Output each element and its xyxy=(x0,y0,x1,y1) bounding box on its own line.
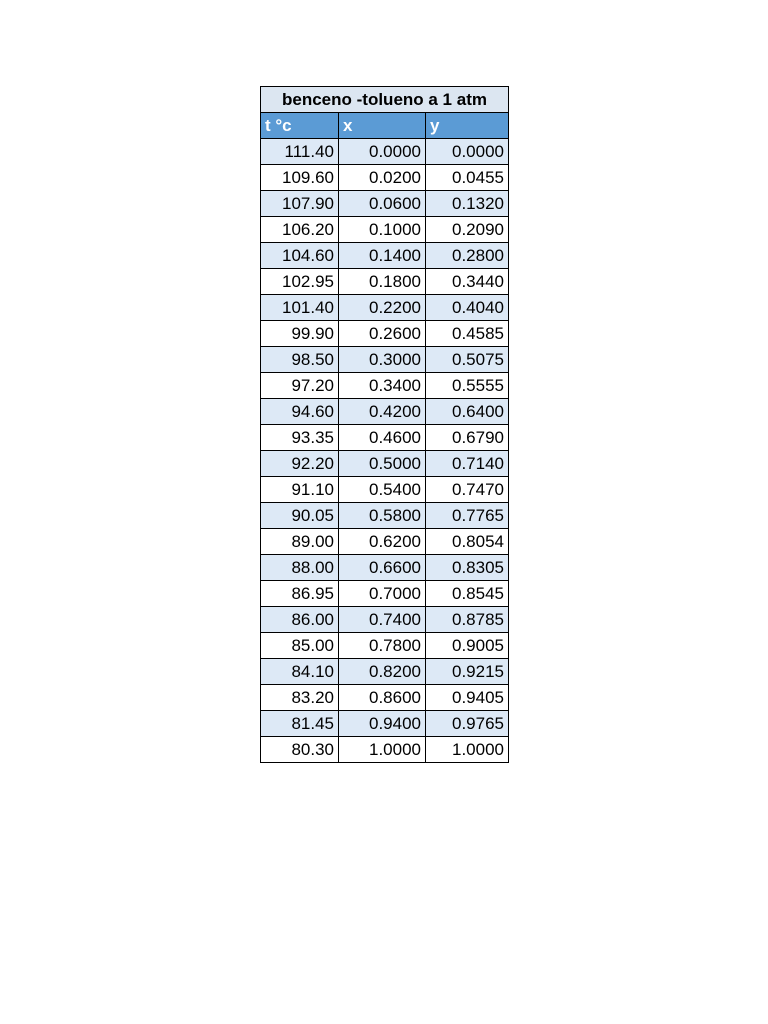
table-row xyxy=(261,555,509,581)
table-row xyxy=(261,477,509,503)
cell-temperature: 83.20 xyxy=(261,685,339,711)
cell-temperature: 85.00 xyxy=(261,633,339,659)
table-header-row xyxy=(261,113,509,139)
table-body xyxy=(261,139,509,763)
cell-y: 0.9405 xyxy=(426,685,509,711)
cell-y: 0.2090 xyxy=(426,217,509,243)
cell-temperature: 89.00 xyxy=(261,529,339,555)
column-header-x: x xyxy=(339,113,426,139)
cell-temperature: 92.20 xyxy=(261,451,339,477)
cell-temperature: 109.60 xyxy=(261,165,339,191)
cell-x: 0.1000 xyxy=(339,217,426,243)
cell-x: 0.7000 xyxy=(339,581,426,607)
cell-temperature: 97.20 xyxy=(261,373,339,399)
cell-temperature: 81.45 xyxy=(261,711,339,737)
cell-y: 0.5555 xyxy=(426,373,509,399)
table-row xyxy=(261,269,509,295)
cell-temperature: 91.10 xyxy=(261,477,339,503)
cell-temperature: 90.05 xyxy=(261,503,339,529)
cell-x: 0.5000 xyxy=(339,451,426,477)
cell-temperature: 101.40 xyxy=(261,295,339,321)
table-row xyxy=(261,503,509,529)
cell-x: 0.2200 xyxy=(339,295,426,321)
table-row xyxy=(261,165,509,191)
cell-temperature: 84.10 xyxy=(261,659,339,685)
table-row xyxy=(261,295,509,321)
cell-x: 0.3400 xyxy=(339,373,426,399)
cell-y: 1.0000 xyxy=(426,737,509,763)
table-row xyxy=(261,217,509,243)
cell-y: 0.3440 xyxy=(426,269,509,295)
table-row xyxy=(261,633,509,659)
cell-temperature: 80.30 xyxy=(261,737,339,763)
cell-temperature: 86.95 xyxy=(261,581,339,607)
vle-table xyxy=(260,86,509,763)
cell-x: 0.8200 xyxy=(339,659,426,685)
table-row xyxy=(261,191,509,217)
table-row xyxy=(261,243,509,269)
table-title-row xyxy=(261,87,509,113)
cell-y: 0.8785 xyxy=(426,607,509,633)
table-row xyxy=(261,685,509,711)
cell-y: 0.1320 xyxy=(426,191,509,217)
cell-temperature: 107.90 xyxy=(261,191,339,217)
cell-temperature: 99.90 xyxy=(261,321,339,347)
cell-temperature: 111.40 xyxy=(261,139,339,165)
table-row xyxy=(261,607,509,633)
cell-x: 0.0000 xyxy=(339,139,426,165)
cell-x: 0.5800 xyxy=(339,503,426,529)
cell-y: 0.7140 xyxy=(426,451,509,477)
cell-y: 0.2800 xyxy=(426,243,509,269)
cell-x: 0.0200 xyxy=(339,165,426,191)
cell-x: 0.4600 xyxy=(339,425,426,451)
cell-x: 0.5400 xyxy=(339,477,426,503)
cell-y: 0.9765 xyxy=(426,711,509,737)
table-title: benceno -tolueno a 1 atm xyxy=(261,87,509,113)
table-row xyxy=(261,425,509,451)
cell-y: 0.5075 xyxy=(426,347,509,373)
cell-x: 0.0600 xyxy=(339,191,426,217)
cell-x: 0.8600 xyxy=(339,685,426,711)
cell-y: 0.8545 xyxy=(426,581,509,607)
cell-x: 0.6200 xyxy=(339,529,426,555)
cell-temperature: 88.00 xyxy=(261,555,339,581)
cell-x: 0.6600 xyxy=(339,555,426,581)
cell-temperature: 94.60 xyxy=(261,399,339,425)
cell-y: 0.8305 xyxy=(426,555,509,581)
cell-y: 0.0455 xyxy=(426,165,509,191)
table-row xyxy=(261,581,509,607)
cell-y: 0.7470 xyxy=(426,477,509,503)
data-sheet xyxy=(260,86,508,763)
cell-temperature: 106.20 xyxy=(261,217,339,243)
column-header-temperature: t °c xyxy=(261,113,339,139)
cell-y: 0.4585 xyxy=(426,321,509,347)
cell-y: 0.9215 xyxy=(426,659,509,685)
cell-x: 0.7400 xyxy=(339,607,426,633)
cell-temperature: 98.50 xyxy=(261,347,339,373)
cell-temperature: 93.35 xyxy=(261,425,339,451)
table-row xyxy=(261,659,509,685)
table-row xyxy=(261,373,509,399)
cell-x: 0.1800 xyxy=(339,269,426,295)
table-row xyxy=(261,139,509,165)
cell-y: 0.6790 xyxy=(426,425,509,451)
cell-x: 0.3000 xyxy=(339,347,426,373)
cell-x: 0.7800 xyxy=(339,633,426,659)
cell-y: 0.4040 xyxy=(426,295,509,321)
column-header-y: y xyxy=(426,113,509,139)
cell-x: 0.4200 xyxy=(339,399,426,425)
table-row xyxy=(261,399,509,425)
cell-x: 0.2600 xyxy=(339,321,426,347)
cell-y: 0.9005 xyxy=(426,633,509,659)
table-row xyxy=(261,737,509,763)
table-row xyxy=(261,529,509,555)
cell-x: 0.9400 xyxy=(339,711,426,737)
table-row xyxy=(261,711,509,737)
cell-y: 0.0000 xyxy=(426,139,509,165)
cell-x: 0.1400 xyxy=(339,243,426,269)
cell-y: 0.8054 xyxy=(426,529,509,555)
table-row xyxy=(261,347,509,373)
cell-y: 0.7765 xyxy=(426,503,509,529)
cell-temperature: 104.60 xyxy=(261,243,339,269)
table-row xyxy=(261,321,509,347)
cell-y: 0.6400 xyxy=(426,399,509,425)
cell-x: 1.0000 xyxy=(339,737,426,763)
cell-temperature: 102.95 xyxy=(261,269,339,295)
table-row xyxy=(261,451,509,477)
cell-temperature: 86.00 xyxy=(261,607,339,633)
